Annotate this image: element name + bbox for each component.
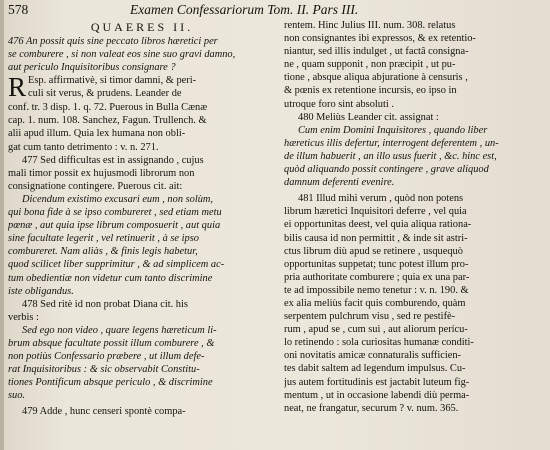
- text-line: 478 Sed ritè id non probat Diana cit. his: [22, 298, 188, 310]
- left-column: [8, 19, 276, 419]
- text-line: niantur, sed illis indulget , ut factâ consigna-: [284, 46, 469, 58]
- text-line: Sed ego non video , quare legens hæreticum li-: [22, 324, 217, 336]
- text-line: quòd aliquando possit contingere , grave aliquod: [284, 164, 489, 176]
- text-line: serpentem pulchrum visu , sed re pestifè-: [284, 311, 456, 323]
- text-line: oni novitatis amicæ connaturalis sufficien-: [284, 350, 461, 362]
- text-line: mentum , ut in occasione labendi diù perma-: [284, 389, 470, 401]
- text-line: conf. tr. 3 disp. 1. q. 72. Puerous in Bulla Cænæ: [8, 102, 208, 114]
- text-line: culi sit verus, & prudens. Leander de: [28, 88, 182, 100]
- text-line: aut periculo Inquisitoribus consignare ?: [8, 62, 176, 74]
- paragraph-480: [284, 111, 546, 124]
- text-line: non potiùs Confessario præbere , ut illum defe-: [8, 351, 205, 363]
- text-line: tiones Pontificum absque periculo , & discrimine: [8, 377, 213, 389]
- text-line: consignatione contingere. Puerous cit. ait:: [8, 180, 183, 192]
- text-line: tes dabit saltem ad legendum impulsus. Cu-: [284, 363, 466, 375]
- text-line: tum obedientiæ non videtur cum tanto discrimine: [8, 272, 213, 284]
- text-line: se comburere , si non valeat eos sine suo gravi damno,: [8, 49, 236, 61]
- paragraph-479-continued: [284, 19, 546, 111]
- question-476: [8, 35, 276, 74]
- text-line: rentem. Hinc Julius III. num. 308. relatus: [284, 20, 456, 31]
- paragraph-478: [8, 298, 276, 324]
- text-line: Esp. affirmativè, si timor damni, & peri-: [28, 75, 197, 87]
- text-line: librum hæretici Inquisitori deferre , vel quia: [284, 206, 467, 218]
- text-line: 479 Adde , hunc censeri spontè compa-: [22, 406, 186, 418]
- text-line: Cum enim Domini Inquisitores , quando liber: [298, 124, 488, 136]
- text-line: de illum habuerit , an illo usus fuerit , &c. hinc est,: [284, 150, 497, 162]
- right-column: [284, 19, 546, 415]
- section-title: QUAERES II.: [90, 20, 194, 34]
- text-line: non consignantes ibi expressos, & ex retentio-: [284, 33, 476, 45]
- text-line: & pœnis ex retentione incursis, eo ipso in: [284, 85, 457, 97]
- text-line: qui bona fide à se ipso combureret , sed etiam metu: [8, 207, 222, 219]
- text-line: damnum deferenti evenire.: [284, 177, 395, 189]
- paragraph-479: [8, 405, 276, 418]
- text-line: gat cum tanto detrimento : v. n. 271.: [8, 141, 159, 153]
- quote-480: [284, 124, 546, 189]
- text-line: pria authoritate comburere ; quia ex una par-: [284, 271, 470, 283]
- text-line: 480 Meliùs Leander cit. assignat :: [298, 111, 439, 123]
- text-line: neat, ne frangatur, securum ? v. num. 365.: [284, 402, 459, 414]
- page-edge-shadow: [0, 0, 4, 450]
- answer-476: [8, 74, 276, 153]
- text-line: rat Inquisitoribus : & sic observabit Constitu-: [8, 364, 200, 376]
- paragraph-481: [284, 192, 546, 415]
- text-line: lo retinendo : sola curiositas humanæ conditi-: [284, 337, 474, 349]
- text-line: brum absque facultate possit illum comburere , &: [8, 337, 215, 349]
- text-line: bilis causa id non permittit , & inde sit astri-: [284, 232, 468, 244]
- text-line: sine facultate legerit , vel retinuerit , à se ipso: [8, 233, 199, 245]
- text-line: verbis :: [8, 311, 39, 323]
- text-line: quod scilicet liber supprimitur , & ad simplicem ac-: [8, 259, 225, 271]
- text-line: pœnæ , aut quia ipse librum composuerit , aut quia: [8, 220, 221, 232]
- text-line: 476 An possit quis sine peccato libros hæretici per: [8, 36, 218, 47]
- text-line: alii apud illum. Quia lex humana non obli-: [8, 128, 186, 140]
- text-line: Dicendum existimo excusari eum , non solùm,: [22, 193, 214, 205]
- text-line: suo.: [8, 390, 26, 402]
- text-line: combureret. Nam aliàs , & finis legis habetur,: [8, 246, 198, 258]
- text-line: mali timor possit ex hujusmodi librorum non: [8, 167, 195, 179]
- text-line: ne , quam supponit , non præcipit , ut pu-: [284, 59, 456, 71]
- page-header: [8, 1, 544, 19]
- quote-478: [8, 324, 276, 403]
- text-line: 481 Illud mihi verum , quòd non potens: [298, 193, 464, 205]
- text-line: ei opportunitas deest, vel quia aliqua rationa-: [284, 219, 472, 231]
- text-line: ctus librum diù apud se retinere , usquequò: [284, 245, 463, 257]
- text-line: cap. 1. num. 108. Sanchez, Fagun. Trullench. &: [8, 115, 207, 127]
- paragraph-477: [8, 154, 276, 193]
- text-line: utroque foro sint absoluti .: [284, 98, 394, 110]
- text-line: te ad impossibile nemo tenetur : v. n. 190. &: [284, 284, 469, 296]
- text-line: iste obligandus.: [8, 285, 74, 297]
- page-number: 578: [8, 2, 29, 17]
- drop-cap: R: [8, 72, 27, 103]
- text-line: 477 Sed difficultas est in assignando , cujus: [22, 154, 204, 166]
- text-line: opportunitas suppetat; tunc potest illum pro-: [284, 258, 469, 270]
- running-head: Examen Confessariorum Tom. II. Pars III.: [130, 2, 359, 17]
- text-line: tione , absque aliqua abjuratione à censuris ,: [284, 72, 468, 84]
- quote-477: [8, 193, 276, 298]
- text-line: hæreticus illis defertur, interrogent deferentem , un-: [284, 137, 499, 149]
- text-line: jus autem fortitudinis est jactabit luteum fig-: [284, 376, 470, 388]
- text-line: rum , apud se , cum sui , aut aliorum perícu-: [284, 324, 468, 336]
- text-line: ex alia meliùs facit quis comburendo, quàm: [284, 297, 466, 309]
